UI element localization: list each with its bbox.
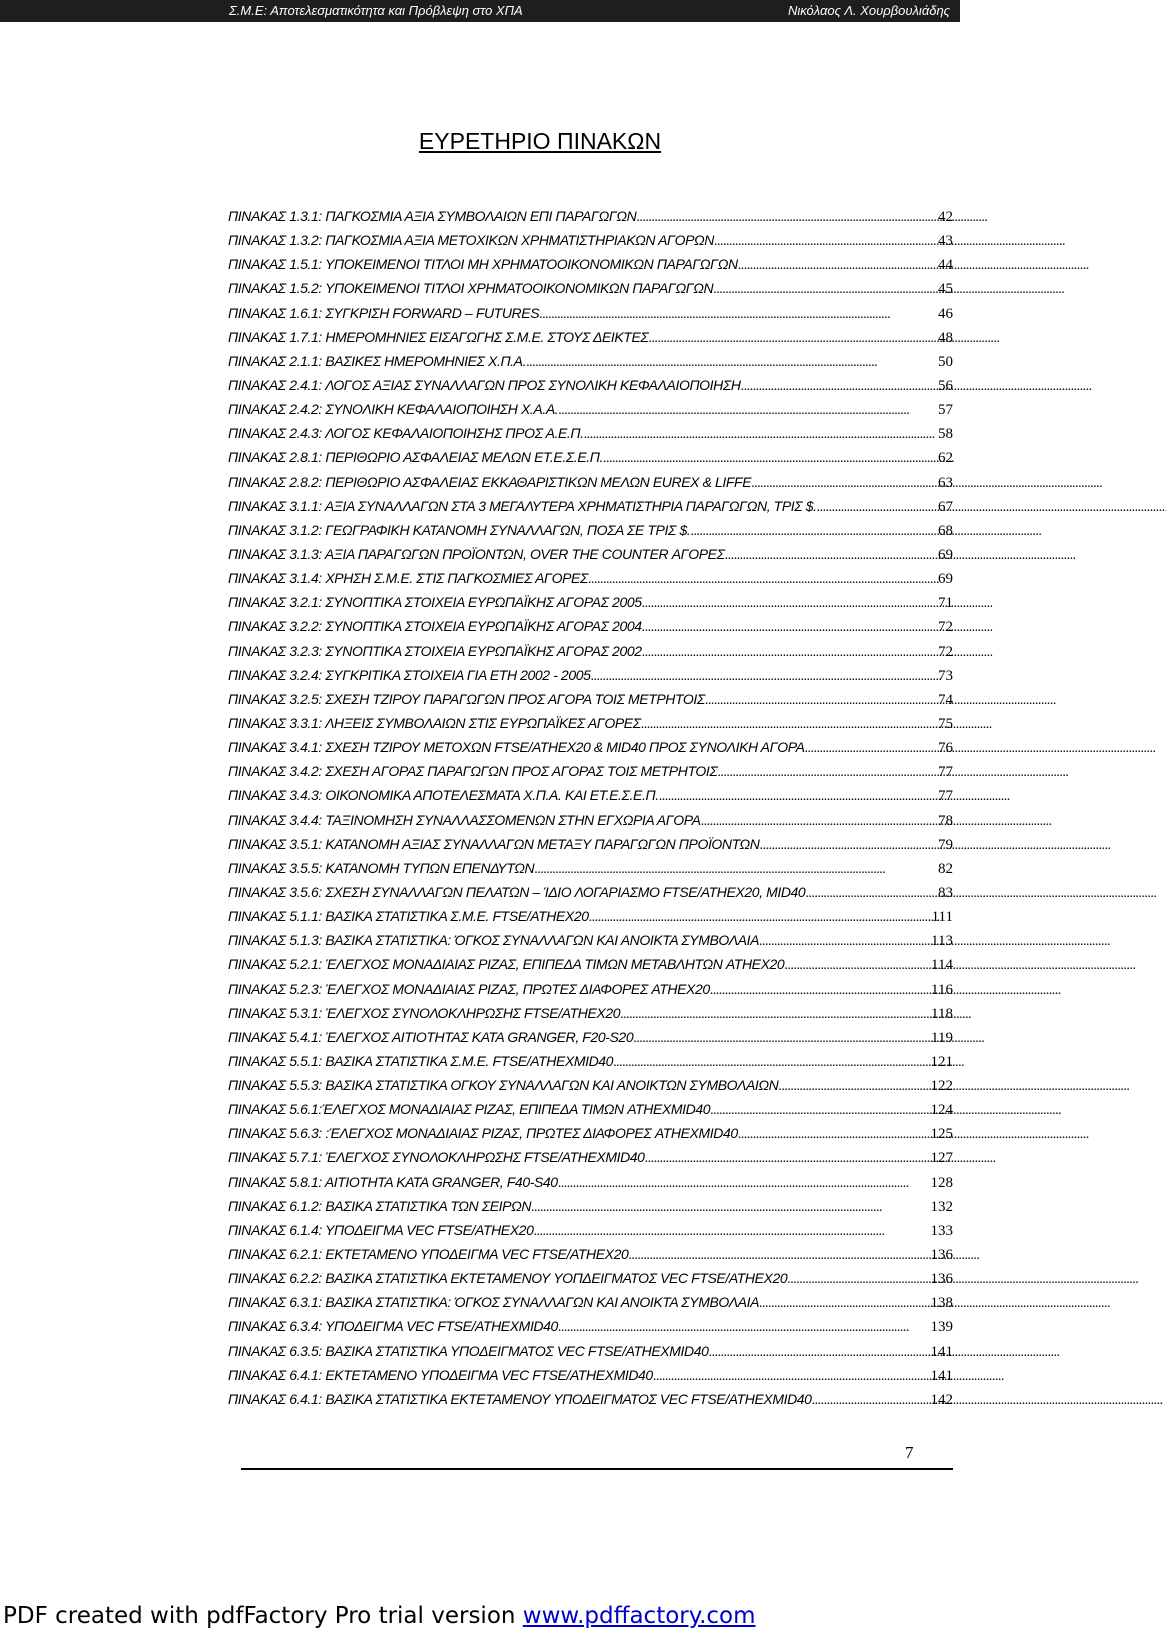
dot-leader	[531, 1200, 927, 1216]
toc-entry[interactable]	[228, 739, 953, 763]
toc-entry-page: 69	[938, 546, 953, 563]
toc-entry-page: 139	[930, 1319, 953, 1336]
dot-leader	[805, 886, 935, 902]
toc-entry-title: ΠΙΝΑΚΑΣ 2.4.3: ΛΟΓΟΣ ΚΕΦΑΛΑΙΟΠΟΙΗΣΗΣ ΠΡΟΣ Α.Ε.Π.	[228, 425, 584, 442]
toc-entry-title: ΠΙΝΑΚΑΣ 5.8.1: ΑΙΤΙΟΤΗΤΑ ΚΑΤΑ GRANGER, F40-S40	[228, 1173, 558, 1190]
toc-entry[interactable]	[228, 1077, 953, 1101]
toc-entry[interactable]	[228, 1005, 953, 1029]
toc-entry-page: 67	[938, 498, 953, 515]
dot-leader	[588, 572, 935, 588]
dot-leader	[741, 379, 935, 395]
toc-entry-page: 58	[938, 426, 953, 443]
toc-entry-page: 68	[938, 522, 953, 539]
toc-entry-title: ΠΙΝΑΚΑΣ 5.3.1: ΈΛΕΓΧΟΣ ΣΥΝΟΛΟΚΛΗΡΩΣΗΣ FTSE/ATHEX20	[228, 1004, 621, 1021]
dot-leader	[738, 1127, 928, 1143]
toc-entry-title: ΠΙΝΑΚΑΣ 1.6.1: ΣΥΓΚΡΙΣΗ FORWARD – FUTURES	[228, 304, 540, 321]
toc-entry[interactable]	[228, 256, 953, 280]
toc-entry[interactable]	[228, 1222, 953, 1246]
toc-entry-title: ΠΙΝΑΚΑΣ 5.6.1:ΈΛΕΓΧΟΣ ΜΟΝΑΔΙΑΙΑΣ ΡΙΖΑΣ, ΕΠΙΠΕΔΑ ΤΙΜΩΝ ATHEXMID40	[228, 1101, 711, 1118]
dot-leader	[701, 814, 935, 830]
toc-entry[interactable]	[228, 836, 953, 860]
dot-leader	[633, 1031, 928, 1047]
dot-leader	[526, 355, 935, 371]
dot-leader	[812, 1393, 928, 1409]
dot-leader	[558, 1176, 928, 1192]
toc-entry-title: ΠΙΝΑΚΑΣ 2.1.1: ΒΑΣΙΚΕΣ ΗΜΕΡΟΜΗΝΙΕΣ Χ.Π.Α.	[228, 352, 527, 369]
dot-leader	[648, 331, 935, 347]
dot-leader	[717, 765, 935, 781]
toc-entry[interactable]	[228, 956, 953, 980]
toc-entry-page: 50	[938, 353, 953, 370]
toc-entry[interactable]	[228, 1125, 953, 1149]
toc-entry-title: ΠΙΝΑΚΑΣ 3.3.1: ΛΗΞΕΙΣ ΣΥΜΒΟΛΑΙΩΝ ΣΤΙΣ ΕΥΡΩΠΑΪΚΕΣ ΑΓΟΡΕΣ	[228, 714, 641, 731]
dot-leader	[710, 983, 928, 999]
toc-entry-page: 124	[930, 1102, 953, 1119]
toc-entry-page: 138	[930, 1295, 953, 1312]
toc-entry-page: 63	[938, 474, 953, 491]
toc-entry-title: ΠΙΝΑΚΑΣ 3.1.4: ΧΡΗΣΗ Σ.Μ.Ε. ΣΤΙΣ ΠΑΓΚΟΣΜΙΕΣ ΑΓΟΡΕΣ	[228, 570, 588, 587]
toc-entry-title: ΠΙΝΑΚΑΣ 6.1.4: ΥΠΟΔΕΙΓΜΑ VEC FTSE/ATHEX20	[228, 1221, 534, 1238]
toc-entry[interactable]	[228, 787, 953, 811]
toc-entry[interactable]	[228, 305, 953, 329]
toc-entry-title: ΠΙΝΑΚΑΣ 6.2.2: ΒΑΣΙΚΑ ΣΤΑΤΙΣΤΙΚΑ ΕΚΤΕΤΑΜΕΝΟΥ ΥΟΠΔΕΙΓΜΑΤΟΣ VEC FTSE/ATHEX20	[228, 1270, 788, 1287]
toc-entry-page: 45	[938, 281, 953, 298]
toc-entry[interactable]	[228, 860, 953, 884]
toc-entry[interactable]	[228, 1174, 953, 1198]
toc-entry[interactable]	[228, 208, 953, 232]
dot-leader	[645, 1151, 928, 1167]
dot-leader	[710, 1103, 927, 1119]
toc-entry-page: 76	[938, 740, 953, 757]
toc-entry-title: ΠΙΝΑΚΑΣ 6.3.1: ΒΑΣΙΚΑ ΣΤΑΤΙΣΤΙΚΑ: ΌΓΚΟΣ ΣΥΝΑΛΛΑΓΩΝ ΚΑΙ ΑΝΟΙΚΤΑ ΣΥΜΒΟΛΑΙΑ	[228, 1294, 760, 1311]
dot-leader	[628, 1248, 927, 1264]
dot-leader	[558, 1320, 928, 1336]
dot-leader	[539, 307, 935, 323]
dot-leader	[817, 500, 935, 516]
toc-entry-page: 62	[938, 450, 953, 467]
dot-leader	[641, 717, 935, 733]
header-document-title: Σ.Μ.Ε: Αποτελεσματικότητα και Πρόβλεψη στο ΧΠΑ	[229, 3, 523, 18]
toc-entry-title: ΠΙΝΑΚΑΣ 2.8.2: ΠΕΡΙΘΩΡΙΟ ΑΣΦΑΛΕΙΑΣ ΕΚΚΑΘΑΡΙΣΤΙΚΩΝ ΜΕΛΩΝ EUREX & LIFFE	[228, 473, 752, 490]
toc-entry-page: 79	[938, 836, 953, 853]
toc-entry-page: 71	[938, 595, 953, 612]
toc-entry-page: 43	[938, 233, 953, 250]
toc-entry-title: ΠΙΝΑΚΑΣ 3.1.1: ΑΞΙΑ ΣΥΝΑΛΛΑΓΩΝ ΣΤΑ 3 ΜΕΓΑΛΥΤΕΡΑ ΧΡΗΜΑΤΙΣΤΗΡΙΑ ΠΑΡΑΓΩΓΩΝ, ΤΡΙΣ $.	[228, 497, 817, 514]
toc-entry-page: 83	[938, 884, 953, 901]
toc-entry[interactable]	[228, 812, 953, 836]
dot-leader	[642, 620, 935, 636]
toc-entry-page: 78	[938, 812, 953, 829]
toc-entry-page: 136	[930, 1247, 953, 1264]
toc-entry-page: 127	[930, 1150, 953, 1167]
dot-leader	[759, 1296, 927, 1312]
toc-entry-page: 136	[930, 1271, 953, 1288]
toc-entry[interactable]	[228, 1149, 953, 1173]
toc-entry-title: ΠΙΝΑΚΑΣ 3.2.4: ΣΥΓΚΡΙΤΙΚΑ ΣΤΟΙΧΕΙΑ ΓΙΑ ΕΤΗ 2002 - 2005	[228, 666, 591, 683]
toc-entry-title: ΠΙΝΑΚΑΣ 6.2.1: ΕΚΤΕΤΑΜΕΝΟ ΥΠΟΔΕΙΓΜΑ VEC FTSE/ATHEX20	[228, 1246, 629, 1263]
dot-leader	[584, 427, 935, 443]
toc-entry-title: ΠΙΝΑΚΑΣ 5.4.1: ΈΛΕΓΧΟΣ ΑΙΤΙΟΤΗΤΑΣ ΚΑΤΑ GRANGER, F20-S20	[228, 1028, 634, 1045]
toc-entry-title: ΠΙΝΑΚΑΣ 5.2.3: ΈΛΕΓΧΟΣ ΜΟΝΑΔΙΑΙΑΣ ΡΙΖΑΣ, ΠΡΩΤΕΣ ΔΙΑΦΟΡΕΣ ATHEX20	[228, 980, 710, 997]
dot-leader	[787, 1272, 927, 1288]
toc-entry-page: 46	[938, 305, 953, 322]
table-of-tables	[228, 208, 953, 1415]
toc-entry[interactable]	[228, 715, 953, 739]
toc-entry-title: ΠΙΝΑΚΑΣ 3.5.5: ΚΑΤΑΝΟΜΗ ΤΥΠΩΝ ΕΠΕΝΔΥΤΩΝ	[228, 859, 535, 876]
toc-entry-page: 74	[938, 691, 953, 708]
toc-entry[interactable]	[228, 329, 953, 353]
toc-entry-page: 48	[938, 329, 953, 346]
dot-leader	[708, 1345, 927, 1361]
toc-entry[interactable]	[228, 449, 953, 473]
toc-entry-title: ΠΙΝΑΚΑΣ 3.4.3: ΟΙΚΟΝΟΜΙΚΑ ΑΠΟΤΕΛΕΣΜΑΤΑ Χ.Π.Α. ΚΑΙ ΕΤ.Ε.Σ.Ε.Π.	[228, 787, 659, 804]
toc-entry-page: 72	[938, 643, 953, 660]
toc-entry[interactable]	[228, 401, 953, 425]
toc-entry-title: ΠΙΝΑΚΑΣ 5.7.1: ΈΛΕΓΧΟΣ ΣΥΝΟΛΟΚΛΗΡΩΣΗΣ FTSE/ATHEXMID40	[228, 1149, 645, 1166]
dot-leader	[533, 1224, 927, 1240]
dot-leader	[805, 741, 935, 757]
toc-entry-title: ΠΙΝΑΚΑΣ 2.8.1: ΠΕΡΙΘΩΡΙΟ ΑΣΦΑΛΕΙΑΣ ΜΕΛΩΝ ΕΤ.Ε.Σ.Ε.Π.	[228, 449, 603, 466]
toc-entry-title: ΠΙΝΑΚΑΣ 3.2.5: ΣΧΕΣΗ ΤΖΙΡΟΥ ΠΑΡΑΓΩΓΩΝ ΠΡΟΣ ΑΓΟΡΑ ΤΟΙΣ ΜΕΤΡΗΤΟΙΣ	[228, 690, 705, 707]
footer-rule	[241, 1468, 953, 1470]
toc-entry-page: 113	[931, 933, 953, 950]
watermark-text: PDF created with pdfFactory Pro trial version	[3, 1603, 523, 1629]
toc-entry[interactable]	[228, 594, 953, 618]
toc-entry[interactable]	[228, 353, 953, 377]
toc-entry[interactable]	[228, 1270, 953, 1294]
toc-entry[interactable]	[228, 232, 953, 256]
header-author: Νικόλαος Λ. Χουρβουλιάδης	[787, 3, 950, 18]
toc-entry[interactable]	[228, 1367, 953, 1391]
toc-entry-page: 82	[938, 860, 953, 877]
toc-entry-title: ΠΙΝΑΚΑΣ 6.3.4: ΥΠΟΔΕΙΓΜΑ VEC FTSE/ATHEXMID40	[228, 1318, 558, 1335]
toc-entry-page: 77	[938, 788, 953, 805]
toc-entry[interactable]	[228, 643, 953, 667]
toc-entry-title: ΠΙΝΑΚΑΣ 1.7.1: ΗΜΕΡΟΜΗΝΙΕΣ ΕΙΣΑΓΩΓΗΣ Σ.Μ.Ε. ΣΤΟΥΣ ΔΕΙΚΤΕΣ	[228, 328, 649, 345]
toc-entry[interactable]	[228, 908, 953, 932]
toc-entry-title: ΠΙΝΑΚΑΣ 6.4.1: ΕΚΤΕΤΑΜΕΝΟ ΥΠΟΔΕΙΓΜΑ VEC FTSE/ATHEXMID40	[228, 1366, 653, 1383]
dot-leader	[659, 789, 935, 805]
toc-entry-page: 121	[930, 1053, 953, 1070]
dot-leader	[653, 1369, 928, 1385]
toc-entry[interactable]	[228, 474, 953, 498]
dot-leader	[690, 524, 935, 540]
toc-entry-title: ΠΙΝΑΚΑΣ 6.1.2: ΒΑΣΙΚΑ ΣΤΑΤΙΣΤΙΚΑ ΤΩΝ ΣΕΙΡΩΝ	[228, 1197, 532, 1214]
toc-entry-page: 69	[938, 571, 953, 588]
toc-entry-page: 141	[930, 1367, 953, 1384]
toc-entry-title: ΠΙΝΑΚΑΣ 1.3.1: ΠΑΓΚΟΣΜΙΑ ΑΞΙΑ ΣΥΜΒΟΛΑΙΩΝ ΕΠΙ ΠΑΡΑΓΩΓΩΝ	[228, 208, 637, 224]
dot-leader	[613, 1055, 927, 1071]
toc-entry-title: ΠΙΝΑΚΑΣ 3.5.6: ΣΧΕΣΗ ΣΥΝΑΛΛΑΓΩΝ ΠΕΛΑΤΩΝ – ΊΔΙΟ ΛΟΓΑΡΙΑΣΜΟ FTSE/ATHEX20, MID40	[228, 883, 806, 900]
pdf-watermark	[0, 1595, 960, 1638]
toc-entry[interactable]	[228, 377, 953, 401]
toc-entry[interactable]	[228, 498, 953, 522]
dot-leader	[784, 958, 928, 974]
dot-leader	[558, 403, 935, 419]
toc-entry-page: 75	[938, 715, 953, 732]
dot-leader	[778, 1079, 927, 1095]
dot-leader	[603, 451, 935, 467]
toc-entry[interactable]	[228, 425, 953, 449]
toc-entry-title: ΠΙΝΑΚΑΣ 5.6.3: :ΈΛΕΓΧΟΣ ΜΟΝΑΔΙΑΙΑΣ ΡΙΖΑΣ, ΠΡΩΤΕΣ ΔΙΑΦΟΡΕΣ ATHEXMID40	[228, 1125, 738, 1142]
toc-entry-title: ΠΙΝΑΚΑΣ 3.2.1: ΣΥΝΟΠΤΙΚΑ ΣΤΟΙΧΕΙΑ ΕΥΡΩΠΑΪΚΗΣ ΑΓΟΡΑΣ 2005	[228, 594, 642, 611]
toc-entry-title: ΠΙΝΑΚΑΣ 5.1.1: ΒΑΣΙΚΑ ΣΤΑΤΙΣΤΙΚΑ Σ.Μ.Ε. FTSE/ATHEX20	[228, 908, 589, 925]
toc-entry-page: 118	[931, 1005, 953, 1022]
toc-entry[interactable]	[228, 570, 953, 594]
toc-entry-page: 56	[938, 377, 953, 394]
dot-leader	[714, 234, 935, 250]
toc-entry-title: ΠΙΝΑΚΑΣ 3.1.2: ΓΕΩΓΡΑΦΙΚΗ ΚΑΤΑΝΟΜΗ ΣΥΝΑΛΛΑΓΩΝ, ΠΟΣΑ ΣΕ ΤΡΙΣ $.	[228, 521, 691, 538]
toc-entry-title: ΠΙΝΑΚΑΣ 1.5.2: ΥΠΟΚΕΙΜΕΝΟΙ ΤΙΤΛΟΙ ΧΡΗΜΑΤΟΟΙΚΟΝΟΜΙΚΩΝ ΠΑΡΑΓΩΓΩΝ	[228, 280, 714, 297]
toc-entry-page: 77	[938, 764, 953, 781]
toc-entry-title: ΠΙΝΑΚΑΣ 1.5.1: ΥΠΟΚΕΙΜΕΝΟΙ ΤΙΤΛΟΙ ΜΗ ΧΡΗΜΑΤΟΟΙΚΟΝΟΜΙΚΩΝ ΠΑΡΑΓΩΓΩΝ	[228, 256, 738, 273]
dot-leader	[620, 1007, 928, 1023]
toc-entry-title: ΠΙΝΑΚΑΣ 2.4.2: ΣΥΝΟΛΙΚΗ ΚΕΦΑΛΑΙΟΠΟΙΗΣΗ Χ.Α.Α.	[228, 401, 559, 418]
toc-entry[interactable]	[228, 1318, 953, 1342]
toc-entry-title: ΠΙΝΑΚΑΣ 6.3.5: ΒΑΣΙΚΑ ΣΤΑΤΙΣΤΙΚΑ ΥΠΟΔΕΙΓΜΑΤΟΣ VEC FTSE/ATHEXMID40	[228, 1342, 709, 1359]
dot-leader	[738, 258, 935, 274]
watermark-link[interactable]: www.pdffactory.com	[522, 1603, 756, 1629]
toc-entry-title: ΠΙΝΑΚΑΣ 5.5.1: ΒΑΣΙΚΑ ΣΤΑΤΙΣΤΙΚΑ Σ.Μ.Ε. FTSE/ATHEXMID40	[228, 1052, 614, 1069]
dot-leader	[725, 548, 935, 564]
toc-entry-page: 72	[938, 619, 953, 636]
toc-entry-page: 128	[930, 1174, 953, 1191]
toc-entry-title: ΠΙΝΑΚΑΣ 6.4.1: ΒΑΣΙΚΑ ΣΤΑΤΙΣΤΙΚΑ ΕΚΤΕΤΑΜΕΝΟΥ ΥΠΟΔΕΙΓΜΑΤΟΣ VEC FTSE/ATHEXMID40	[228, 1390, 812, 1407]
toc-entry-page: 57	[938, 402, 953, 419]
toc-entry[interactable]	[228, 884, 953, 908]
toc-entry-title: ΠΙΝΑΚΑΣ 2.4.1: ΛΟΓΟΣ ΑΞΙΑΣ ΣΥΝΑΛΛΑΓΩΝ ΠΡΟΣ ΣΥΝΟΛΙΚΗ ΚΕΦΑΛΑΙΟΠΟΙΗΣΗ	[228, 376, 741, 393]
toc-entry-title: ΠΙΝΑΚΑΣ 3.2.3: ΣΥΝΟΠΤΙΚΑ ΣΤΟΙΧΕΙΑ ΕΥΡΩΠΑΪΚΗΣ ΑΓΟΡΑΣ 2002	[228, 642, 642, 659]
toc-entry[interactable]	[228, 1246, 953, 1270]
toc-entry[interactable]	[228, 546, 953, 570]
toc-entry-page: 119	[931, 1029, 953, 1046]
toc-entry-title: ΠΙΝΑΚΑΣ 3.4.2: ΣΧΕΣΗ ΑΓΟΡΑΣ ΠΑΡΑΓΩΓΩΝ ΠΡΟΣ ΑΓΟΡΑΣ ΤΟΙΣ ΜΕΤΡΗΤΟΙΣ	[228, 763, 718, 780]
dot-leader	[760, 838, 936, 854]
toc-entry-page: 142	[930, 1391, 953, 1408]
dot-leader	[642, 645, 935, 661]
toc-entry-page: 44	[938, 257, 953, 274]
toc-entry[interactable]	[228, 1294, 953, 1318]
dot-leader	[636, 210, 935, 226]
toc-entry-page: 116	[931, 981, 953, 998]
toc-entry-title: ΠΙΝΑΚΑΣ 1.3.2: ΠΑΓΚΟΣΜΙΑ ΑΞΙΑ ΜΕΤΟΧΙΚΩΝ ΧΡΗΜΑΤΙΣΤΗΡΙΑΚΩΝ ΑΓΟΡΩΝ	[228, 232, 715, 249]
toc-entry[interactable]	[228, 1343, 953, 1367]
dot-leader	[534, 862, 935, 878]
dot-leader	[759, 934, 928, 950]
toc-entry[interactable]	[228, 981, 953, 1005]
dot-leader	[590, 669, 935, 685]
toc-entry[interactable]	[228, 1029, 953, 1053]
toc-entry[interactable]	[228, 1101, 953, 1125]
toc-entry[interactable]	[228, 667, 953, 691]
toc-entry-page: 141	[930, 1343, 953, 1360]
toc-entry-page: 42	[938, 209, 953, 225]
toc-entry-page: 132	[930, 1198, 953, 1215]
toc-entry-title: ΠΙΝΑΚΑΣ 3.4.4: ΤΑΞΙΝΟΜΗΣΗ ΣΥΝΑΛΛΑΣΣΟΜΕΝΩΝ ΣΤΗΝ ΕΓΧΩΡΙΑ ΑΓΟΡΑ	[228, 811, 701, 828]
dot-leader	[642, 596, 935, 612]
toc-entry[interactable]	[228, 1053, 953, 1077]
toc-entry-page: 114	[931, 957, 953, 974]
toc-entry-title: ΠΙΝΑΚΑΣ 3.1.3: ΑΞΙΑ ΠΑΡΑΓΩΓΩΝ ΠΡΟΪΟΝΤΩΝ, OVER THE COUNTER ΑΓΟΡΕΣ	[228, 545, 725, 562]
toc-entry[interactable]	[228, 932, 953, 956]
dot-leader	[705, 693, 935, 709]
dot-leader	[589, 910, 929, 926]
page-title: ΕΥΡΕΤΗΡΙΟ ΠΙΝΑΚΩΝ	[418, 128, 662, 154]
toc-entry[interactable]	[228, 1198, 953, 1222]
toc-entry[interactable]	[228, 1391, 953, 1415]
dot-leader	[751, 476, 935, 492]
dot-leader	[713, 282, 935, 298]
toc-entry[interactable]	[228, 280, 953, 304]
toc-entry-title: ΠΙΝΑΚΑΣ 3.4.1: ΣΧΕΣΗ ΤΖΙΡΟΥ ΜΕΤΟΧΩΝ FTSE/ATHEX20 & MID40 ΠΡΟΣ ΣΥΝΟΛΙΚΗ ΑΓΟΡΑ	[228, 739, 805, 756]
toc-entry-title: ΠΙΝΑΚΑΣ 5.1.3: ΒΑΣΙΚΑ ΣΤΑΤΙΣΤΙΚΑ: ΌΓΚΟΣ ΣΥΝΑΛΛΑΓΩΝ ΚΑΙ ΑΝΟΙΚΤΑ ΣΥΜΒΟΛΑΙΑ	[228, 932, 760, 949]
toc-entry-page: 125	[930, 1126, 953, 1143]
toc-entry-page: 122	[930, 1078, 953, 1095]
toc-entry-title: ΠΙΝΑΚΑΣ 5.5.3: ΒΑΣΙΚΑ ΣΤΑΤΙΣΤΙΚΑ ΟΓΚΟΥ ΣΥΝΑΛΛΑΓΩΝ ΚΑΙ ΑΝΟΙΚΤΩΝ ΣΥΜΒΟΛΑΙΩΝ	[228, 1077, 779, 1094]
toc-entry-page: 73	[938, 667, 953, 684]
toc-entry[interactable]	[228, 691, 953, 715]
toc-entry-title: ΠΙΝΑΚΑΣ 3.2.2: ΣΥΝΟΠΤΙΚΑ ΣΤΟΙΧΕΙΑ ΕΥΡΩΠΑΪΚΗΣ ΑΓΟΡΑΣ 2004	[228, 618, 642, 635]
toc-entry[interactable]	[228, 763, 953, 787]
toc-entry[interactable]	[228, 522, 953, 546]
page-number: 7	[905, 1443, 914, 1462]
running-header	[0, 0, 960, 22]
toc-entry-page: 133	[930, 1222, 953, 1239]
toc-entry-title: ΠΙΝΑΚΑΣ 5.2.1: ΈΛΕΓΧΟΣ ΜΟΝΑΔΙΑΙΑΣ ΡΙΖΑΣ, ΕΠΙΠΕΔΑ ΤΙΜΩΝ ΜΕΤΑΒΛΗΤΩΝ ATHEX20	[228, 956, 785, 973]
toc-entry[interactable]	[228, 618, 953, 642]
toc-entry-title: ΠΙΝΑΚΑΣ 3.5.1: ΚΑΤΑΝΟΜΗ ΑΞΙΑΣ ΣΥΝΑΛΛΑΓΩΝ ΜΕΤΑΞΥ ΠΑΡΑΓΩΓΩΝ ΠΡΟΪΟΝΤΩΝ	[228, 835, 760, 852]
toc-entry-page: 111	[931, 909, 953, 926]
